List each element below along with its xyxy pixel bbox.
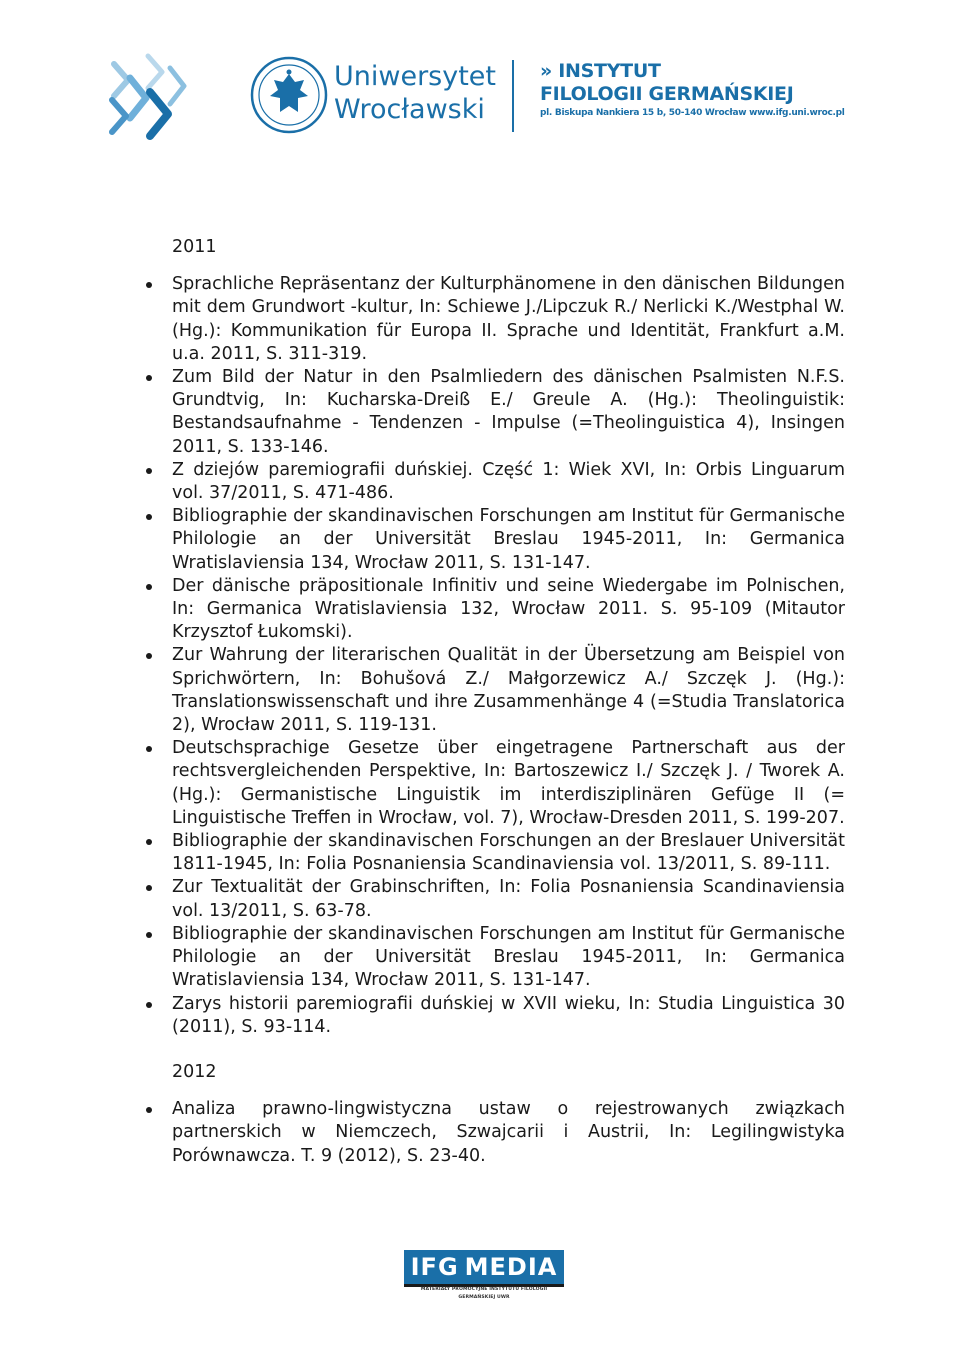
publication-item: Zum Bild der Natur in den Psalmliedern des dänischen Psalmisten N.F.S. Grundtvig, In: Kucharska-Dreiß E./ Greule A. (Hg.): Theolinguistik: Bestandsaufnahme - Tendenzen - Impulse (=Theolinguistica 4), Insingen 2011, S. 133-146. xyxy=(172,366,845,459)
institute-name-line2: FILOLOGII GERMAŃSKIEJ xyxy=(540,83,794,105)
publication-item: Bibliographie der skandinavischen Forschungen am Institut für Germanische Philologie an der Universität Breslau 1945-2011, In: Germanica Wratislaviensia 134, Wrocław 2011, S. 131-147. xyxy=(172,505,845,575)
publication-list xyxy=(172,236,845,1168)
university-name-line1: Uniwersytet xyxy=(334,61,496,92)
publication-item: Zur Textualität der Grabinschriften, In: Folia Posnaniensia Scandinaviensia vol. 13/2011, S. 63-78. xyxy=(172,876,845,922)
ifg-media-logo-box xyxy=(404,1250,564,1287)
publication-item: Z dziejów paremiografii duńskiej. Część 1: Wiek XVI, In: Orbis Linguarum vol. 37/2011, S. 471-486. xyxy=(172,459,845,505)
year-heading-2012: 2012 xyxy=(172,1061,217,1082)
institute-address: pl. Biskupa Nankiera 15 b, 50-140 Wrocław www.ifg.uni.wroc.pl xyxy=(540,108,845,118)
publication-item: Sprachliche Repräsentanz der Kulturphänomene in den dänischen Bildungen mit dem Grundwort -kultur, In: Schiewe J./Lipczuk R./ Nerlicki K./Westphal W. (Hg.): Kommunikation für Europa II. Sprache und Identität, Frankfurt a.M. u.a. 2011, S. 311-319. xyxy=(172,273,845,366)
publication-item: Deutschsprachige Gesetze über eingetragene Partnerschaft aus der rechtsvergleichenden Perspektive, In: Bartoszewicz I./ Szczęk J. / Tworek A. (Hg.): Germanistische Linguistik im interdisziplinären Gefüge II (= Linguistische Treffen in Wrocław, vol. 7), Wrocław-Dresden 2011, S. 199-207. xyxy=(172,737,845,830)
publication-item: Zarys historii paremiografii duńskiej w XVII wieku, In: Studia Linguistica 30 (2011), S. 93-114. xyxy=(172,993,845,1039)
logo-part-media: MEDIA xyxy=(464,1253,558,1281)
publications-2012 xyxy=(172,1098,845,1168)
publication-item: Bibliographie der skandinavischen Forschungen am Institut für Germanische Philologie an der Universität Breslau 1945-2011, In: Germanica Wratislaviensia 134, Wrocław 2011, S. 131-147. xyxy=(172,923,845,993)
publication-item: Zur Wahrung der literarischen Qualität in der Übersetzung am Beispiel von Sprichwörtern, In: Bohušová Z./ Małgorzewicz A./ Szczęk J. (Hg.): Translationswissenschaft und ihre Zusammenhänge 4 (=Studia Translatorica 2), Wrocław 2011, S. 119-131. xyxy=(172,644,845,737)
logo-subtitle: MATERIAŁY PROMOCYJNE INSTYTUTU FILOLOGII GERMAŃSKIEJ UWR xyxy=(420,1287,548,1300)
institute-name xyxy=(540,60,845,120)
university-name-line2: Wrocławski xyxy=(334,94,485,125)
page-header xyxy=(0,0,960,160)
university-name xyxy=(334,60,496,126)
year-heading-2011: 2011 xyxy=(172,237,217,257)
header-divider xyxy=(512,60,514,132)
ifg-media-logo xyxy=(404,1250,564,1300)
institute-name-line1: » INSTYTUT xyxy=(540,60,661,82)
logo-part-ifg: IFG xyxy=(410,1253,459,1281)
university-seal-icon xyxy=(250,56,328,134)
publications-2011 xyxy=(172,273,845,1039)
publication-item: Bibliographie der skandinavischen Forschungen an der Breslauer Universität 1811-1945, In: Folia Posnaniensia Scandinaviensia vol. 13/2011, S. 89-111. xyxy=(172,830,845,876)
chevrons-logo-icon xyxy=(104,48,214,158)
publication-item: Analiza prawno-lingwistyczna ustaw o rejestrowanych związkach partnerskich w Niemczech, Szwajcarii i Austrii, In: Legilingwistyka Porównawcza. T. 9 (2012), S. 23-40. xyxy=(172,1098,845,1168)
publication-item: Der dänische präpositionale Infinitiv und seine Wiedergabe im Polnischen, In: Germanica Wratislaviensia 132, Wrocław 2011. S. 95-109 (Mitautor Krzysztof Łukomski). xyxy=(172,575,845,645)
